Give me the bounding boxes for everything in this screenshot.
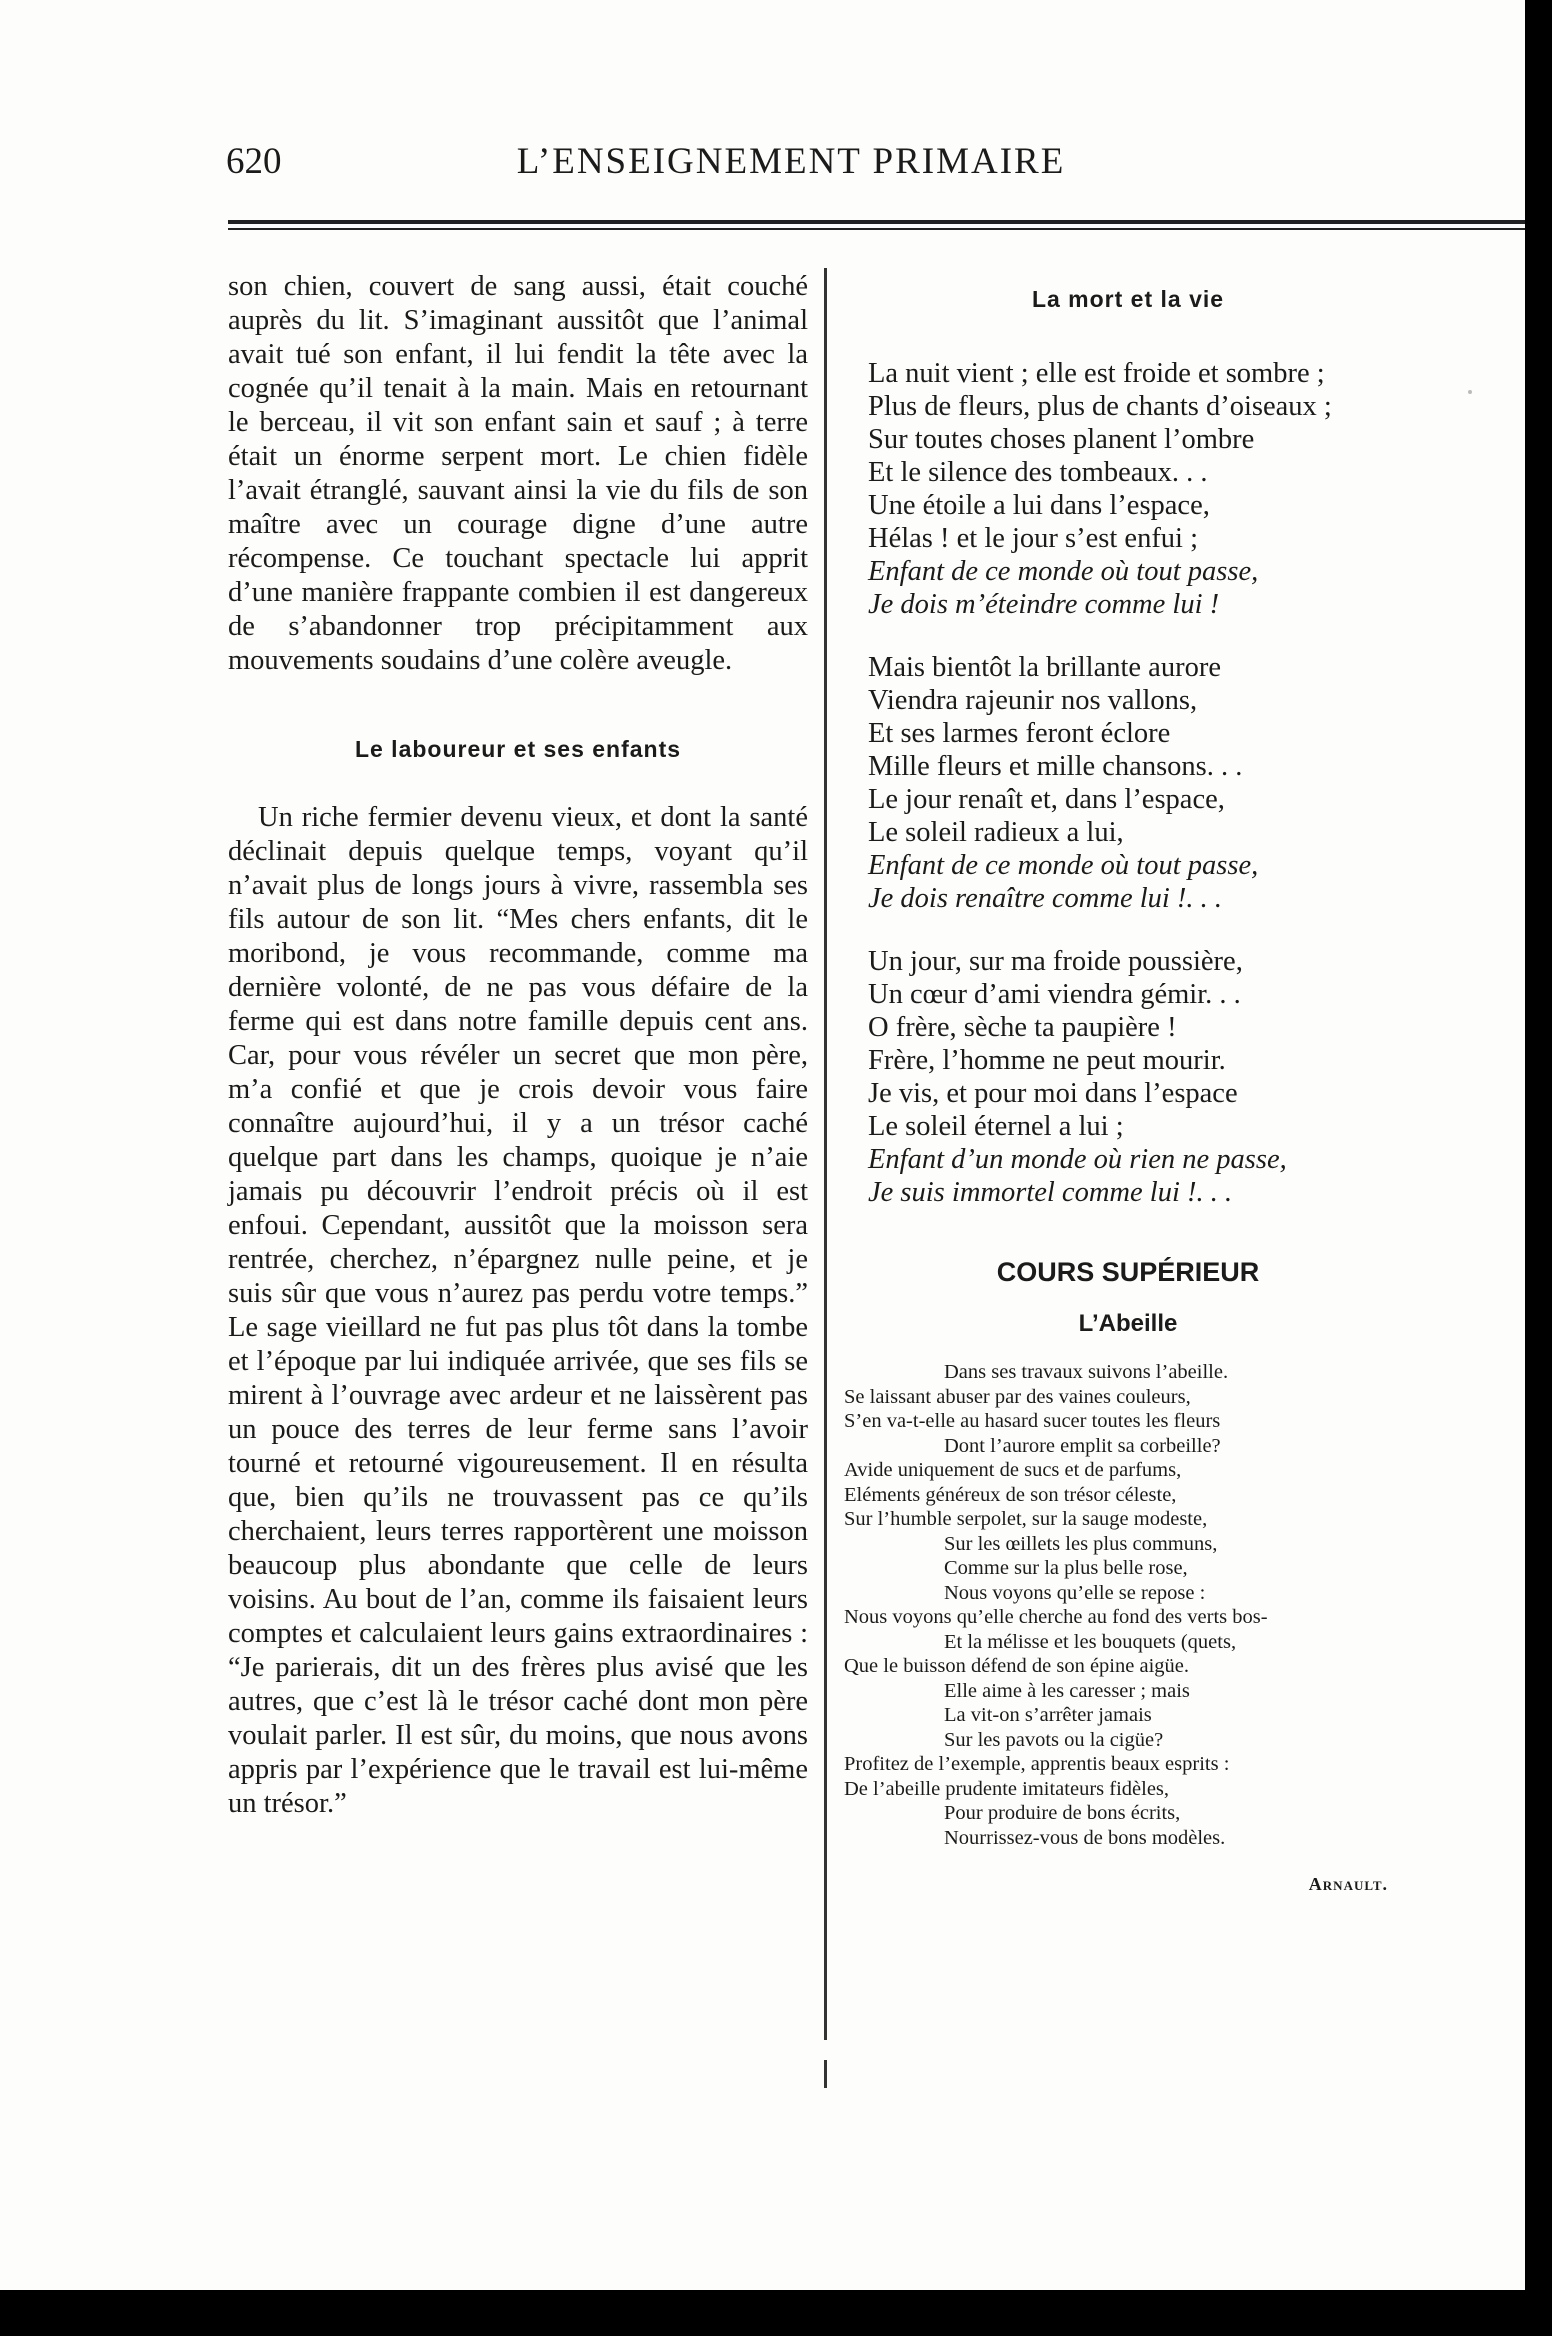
verse-line: Plus de fleurs, plus de chants d’oiseaux ;	[868, 391, 1332, 422]
verse-line: Sur l’humble serpolet, sur la sauge modeste,	[844, 1508, 1208, 1530]
verse-line: Hélas ! et le jour s’est enfui ;	[868, 523, 1199, 554]
verse-line: Mille fleurs et mille chansons. . .	[868, 751, 1243, 782]
verse-line: Une étoile a lui dans l’espace,	[868, 490, 1210, 521]
page-header	[226, 140, 1356, 190]
verse-line: La vit-on s’arrêter jamais	[944, 1704, 1152, 1726]
verse-line: Avide uniquement de sucs et de parfums,	[844, 1459, 1182, 1481]
running-title: L’ENSEIGNEMENT PRIMAIRE	[516, 141, 1066, 182]
verse-line: Enfant de ce monde où tout passe,	[868, 556, 1259, 587]
verse-line: Et le silence des tombeaux. . .	[868, 457, 1208, 488]
verse-line: Nourrissez-vous de bons modèles.	[944, 1826, 1226, 1849]
verse-line: Pour produire de bons écrits,	[944, 1802, 1181, 1824]
verse-line: Que le buisson défend de son épine aigüe.	[844, 1655, 1189, 1677]
section-paragraph: Un riche fermier devenu vieux, et dont la santé déclinait depuis quelque temps, voyant qu’il n’avait plus de longs jours à vivre, rassembla ses fils autour de son lit. “Mes chers enfants, dit le moribond, je vous recommande, comme ma dernière volonté, de ne pas vous défaire de la ferme qui est dans notre famille depuis cent ans. Car, pour vous révéler un secret que mon père, m’a confié et que je crois devoir vous faire connaître aujourd’hui, il y a un trésor caché quelque part dans les champs, quoique je n’aie jamais pu découvrir l’endroit précis où il est enfoui. Cependant, aussitôt que la moisson sera rentrée, cherchez, n’épargnez nulle peine, et je suis sûr que vous n’aurez pas perdu votre temps.” Le sage vieillard ne fut pas plus tôt dans la tombe et l’époque par lui indiquée arrivée, que ses fils se mirent à l’ouvrage avec ardeur et ne laissèrent pas un pouce des terres de leur ferme sans l’avoir tourné et retourné vigoureusement. Il en résulta que, bien qu’ils ne trouvassent pas ce qu’ils cherchaient, leurs terres rapportèrent une moisson beaucoup plus abondante que celle de leurs voisins. Au bout de l’an, comme ils faisaient leurs comptes et calculaient leurs gains extraordinaires : “Je parierais, dit un des frères plus avisé que les autres, que c’est là le trésor caché dont mon père voulait parler. Il est sûr, du moins, que nous avons appris par l’expérience que le travail est lui-même un trésor.”	[228, 802, 808, 1819]
verse-line: Je suis immortel comme lui !. . .	[868, 1177, 1233, 1208]
opening-paragraph: son chien, couvert de sang aussi, était couché auprès du lit. S’imaginant aussitôt que l’animal avait tué son enfant, il lui fendit la tête avec la cognée qu’il tenait à la main. Mais en retournant le berceau, il vit son enfant sain et sauf ; à terre était un énorme serpent mort. Le chien fidèle l’avait étranglé, sauvant ainsi la vie du fils de son maître avec un courage digne d’une autre récompense. Ce touchant spectacle lui apprit d’une manière frappante combien il est dangereux de s’abandonner trop précipitamment aux mouvements soudains d’une colère aveugle.	[228, 271, 808, 676]
verse-line: Elle aime à les caresser ; mais	[944, 1679, 1190, 1702]
poem-stanza	[868, 945, 1388, 1209]
verse-line: Profitez de l’exemple, apprentis beaux esprits :	[844, 1753, 1230, 1775]
verse-line: La nuit vient ; elle est froide et sombre ;	[868, 358, 1325, 389]
verse-line: Enfant d’un monde où rien ne passe,	[868, 1144, 1287, 1175]
poem-title: La mort et la vie	[1031, 286, 1225, 312]
right-column	[844, 286, 1388, 1895]
verse-line: Sur les pavots ou la cigüe?	[944, 1728, 1164, 1751]
header-rule-thin	[228, 228, 1528, 230]
verse-line: Dont l’aurore emplit sa corbeille?	[944, 1434, 1221, 1457]
verse-line: Frère, l’homme ne peut mourir.	[868, 1045, 1226, 1076]
verse-line: O frère, sèche ta paupière !	[868, 1012, 1177, 1043]
verse-line: Je dois m’éteindre comme lui !	[868, 589, 1220, 620]
author-name: Arnault.	[1308, 1874, 1388, 1894]
verse-line: Le soleil éternel a lui ;	[868, 1111, 1124, 1142]
poem-stanza	[868, 357, 1388, 621]
verse-line: Et la mélisse et les bouquets (quets,	[944, 1630, 1237, 1653]
verse-line: Je vis, et pour moi dans l’espace	[868, 1078, 1238, 1109]
verse-line: Mais bientôt la brillante aurore	[868, 652, 1221, 683]
column-separator-tail	[824, 2060, 827, 2088]
column-separator	[824, 268, 827, 2040]
poem-stanza	[868, 651, 1388, 915]
course-title: COURS SUPÉRIEUR	[996, 1257, 1260, 1287]
verse-line: Dans ses travaux suivons l’abeille.	[944, 1361, 1229, 1383]
verse-line: Enfant de ce monde où tout passe,	[868, 850, 1259, 881]
verse-line: De l’abeille prudente imitateurs fidèles,	[844, 1777, 1170, 1800]
scan-speck	[1468, 390, 1472, 394]
verse-line: Un cœur d’ami viendra gémir. . .	[868, 979, 1241, 1010]
verse-line: Eléments généreux de son trésor céleste,	[844, 1483, 1177, 1506]
verse-line: Je dois renaître comme lui !. . .	[868, 883, 1223, 914]
verse-line: Un jour, sur ma froide poussière,	[868, 946, 1243, 977]
verse-line: Le jour renaît et, dans l’espace,	[868, 784, 1225, 815]
scan-edge-bottom	[0, 2290, 1552, 2336]
left-column	[228, 270, 808, 1821]
poem-title: L’Abeille	[1078, 1310, 1178, 1337]
verse-line: S’en va-t-elle au hasard sucer toutes les fleurs	[844, 1410, 1221, 1432]
verse-line: Et ses larmes feront éclore	[868, 718, 1171, 749]
verse-line: Sur les œillets les plus communs,	[944, 1532, 1218, 1555]
page-number: 620	[226, 141, 282, 182]
verse-line: Nous voyons qu’elle se repose :	[944, 1581, 1206, 1604]
verse-line: Viendra rajeunir nos vallons,	[868, 685, 1198, 716]
verse-line: Se laissant abuser par des vaines couleurs,	[844, 1385, 1191, 1408]
header-rule	[228, 220, 1528, 224]
verse-line: Comme sur la plus belle rose,	[944, 1557, 1188, 1579]
verse-line: Sur toutes choses planent l’ombre	[868, 424, 1255, 455]
verse-line: Nous voyons qu’elle cherche au fond des verts bos-	[844, 1606, 1268, 1628]
verse-line: Le soleil radieux a lui,	[868, 817, 1124, 848]
section-title: Le laboureur et ses enfants	[354, 736, 682, 762]
abeille-poem	[844, 1360, 1388, 1850]
scan-edge-right	[1525, 0, 1552, 2336]
author-signature	[868, 1874, 1388, 1895]
